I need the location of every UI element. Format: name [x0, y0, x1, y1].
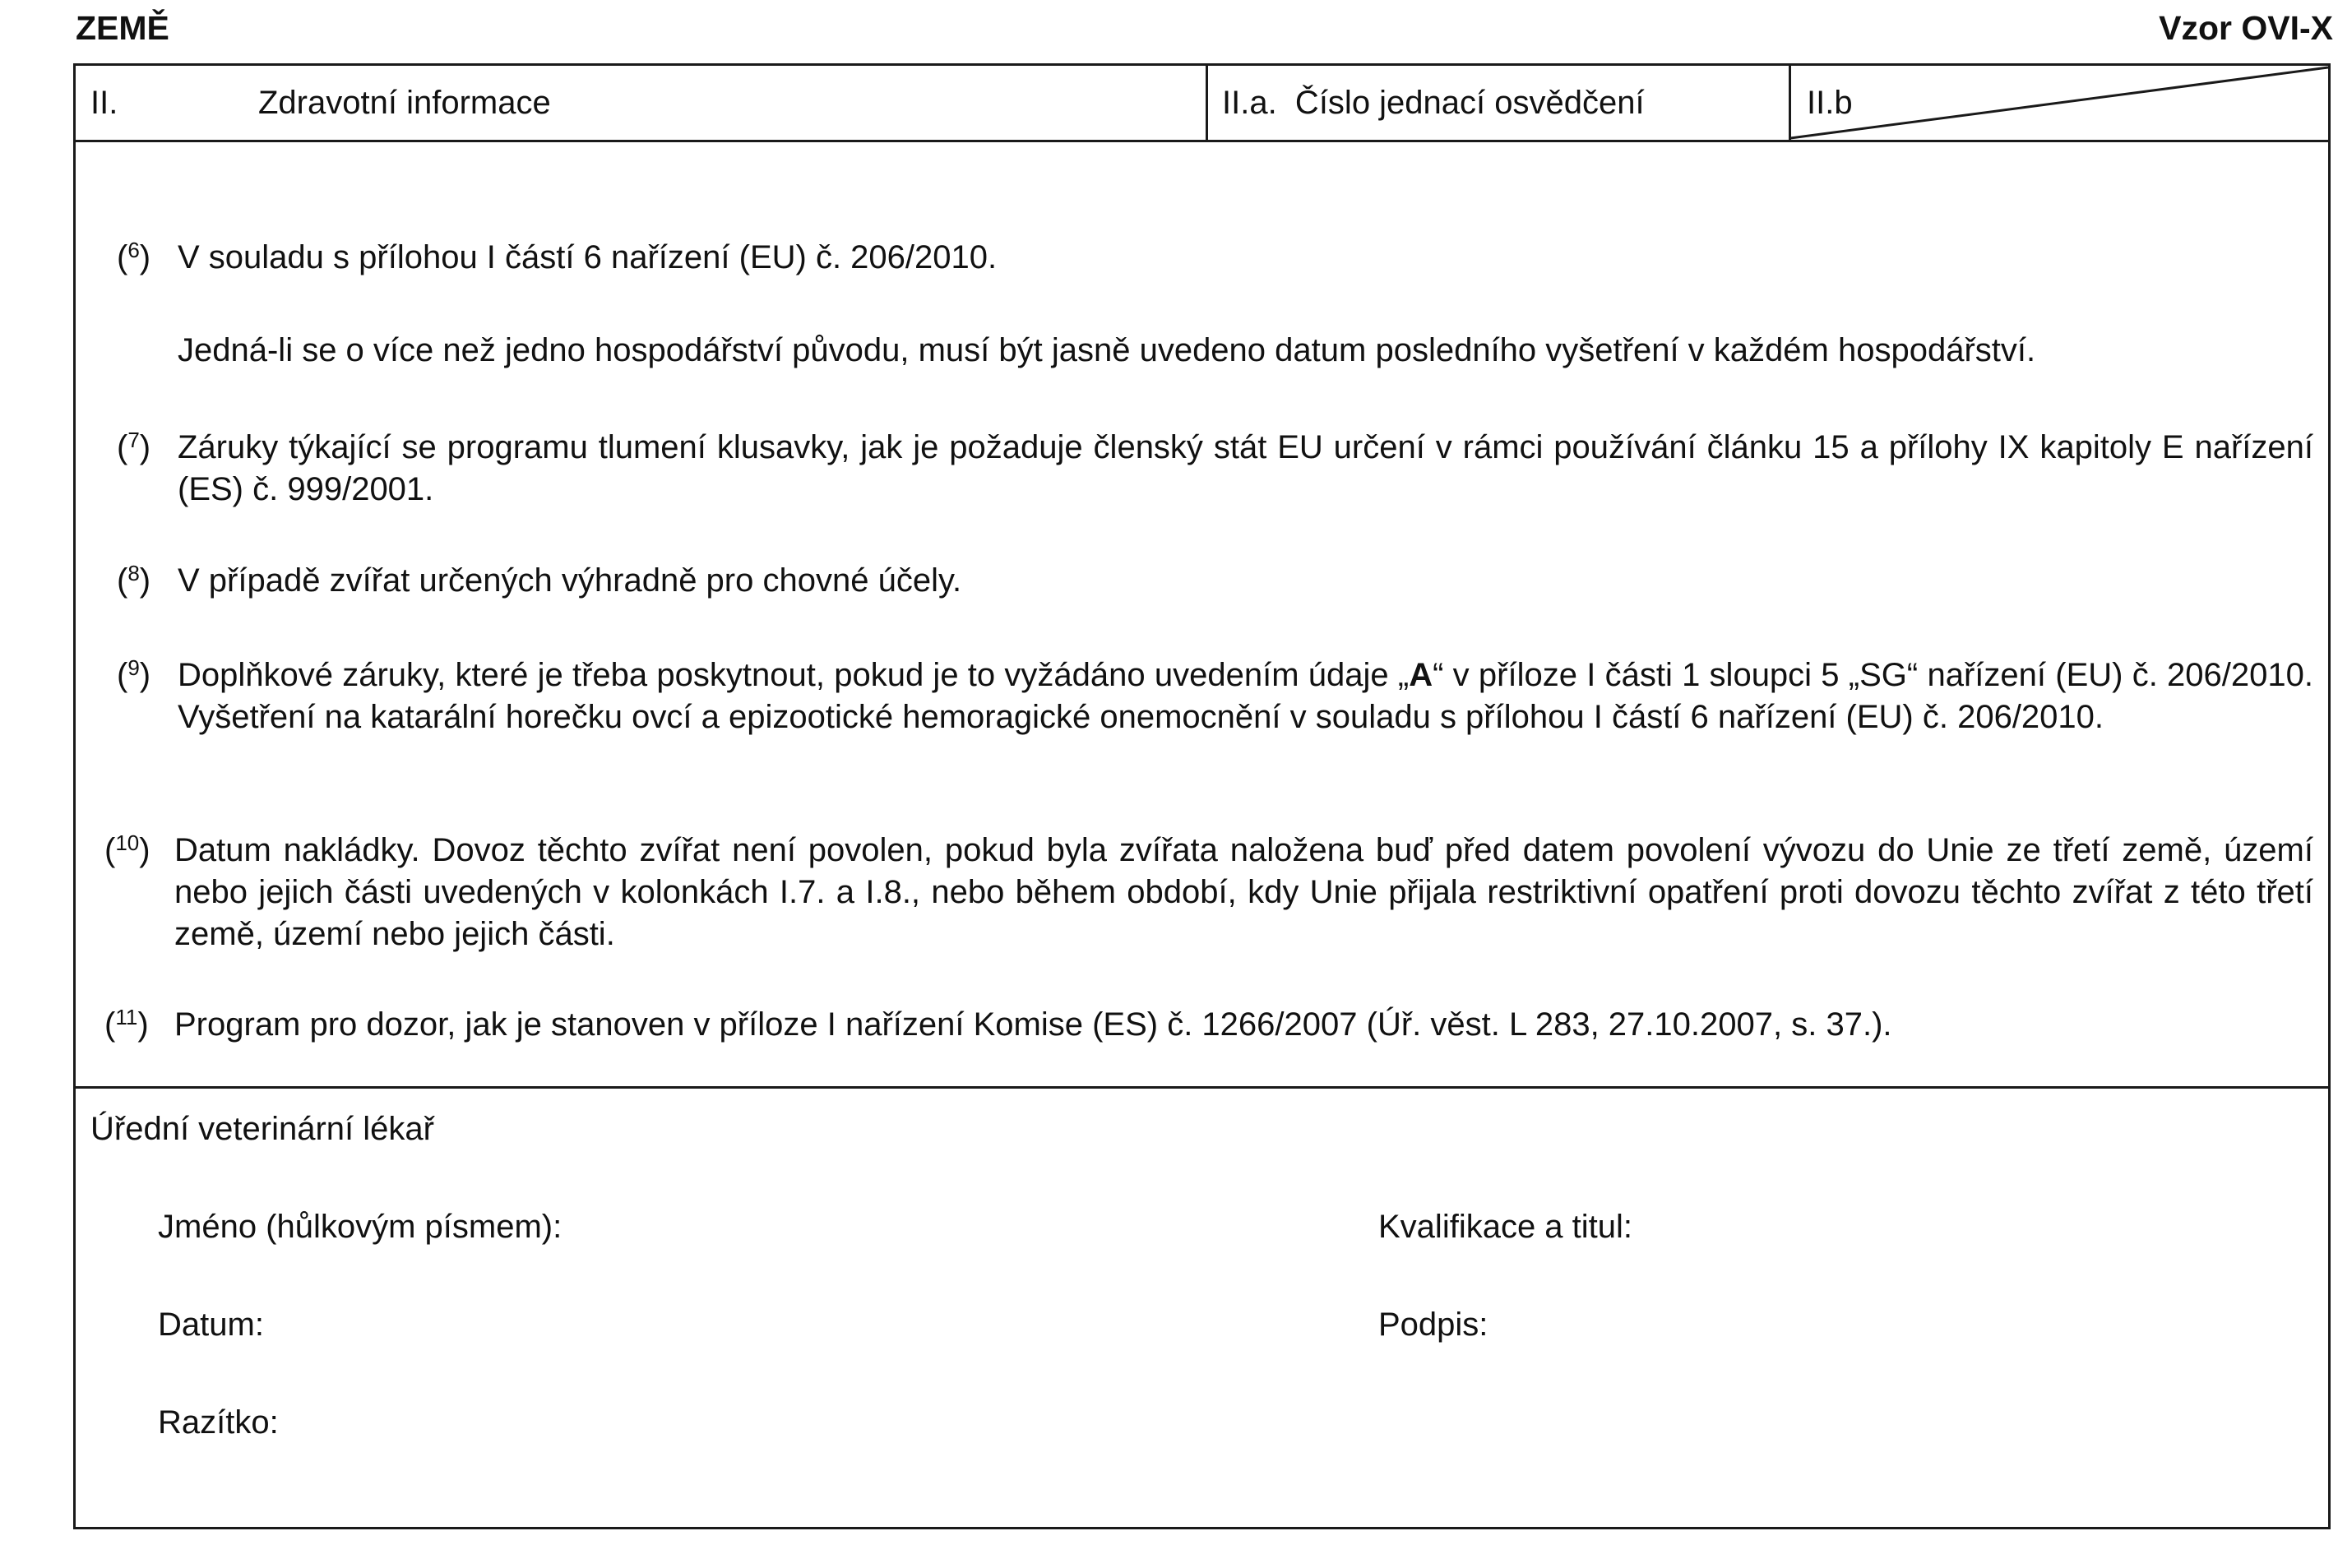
note-text: Program pro dozor, jak je stanoven v příloze I nařízení Komise (ES) č. 1266/2007 (Úř. věst. L 283, 27.10.2007, s. 37.).: [174, 1006, 1892, 1043]
model-label: Vzor OVI-X: [2159, 9, 2333, 47]
header-divider: [1206, 66, 1208, 140]
sub-label: II.b: [1807, 85, 1853, 121]
bold-marker: A: [1409, 657, 1433, 693]
note-text: Doplňkové záruky, které je třeba poskytnout, pokud je to vyžádáno uvedením údaje „A“ v příloze I části 1 sloupci 5 „SG“ nařízení (EU) č. 206/2010. Vyšetření na katarální horečku ovcí a epizootické hemoragické onemocnění v souladu s přílohou I částí 6 nařízení (EU) č. 206/2010.: [178, 657, 2313, 735]
section-number: II.: [90, 85, 118, 121]
notes-section: [76, 142, 2328, 1089]
table-header-row: [76, 66, 2328, 142]
note-number: ($^9$): [117, 655, 151, 693]
note-number: ($^7$): [117, 428, 151, 465]
stamp-label: Razítko:: [158, 1404, 279, 1441]
country-label: ZEMĚ: [76, 9, 169, 47]
note-number: ($^{10}$): [104, 830, 150, 868]
note-number: ($^6$): [117, 238, 151, 275]
note-number: ($^8$): [117, 561, 151, 599]
section-title: Zdravotní informace: [258, 85, 551, 121]
note-text: V případě zvířat určených výhradně pro chovné účely.: [178, 562, 962, 599]
name-label: Jméno (hůlkovým písmem):: [158, 1209, 563, 1245]
veterinarian-title: Úřední veterinární lékař: [90, 1111, 434, 1147]
signature-section: [76, 1089, 2328, 1527]
note-text: Záruky týkající se programu tlumení klusavky, jak je požaduje členský stát EU určení v rámci používání článku 15 a přílohy IX kapitoly E nařízení (ES) č. 999/2001.: [178, 429, 2313, 507]
date-label: Datum:: [158, 1307, 264, 1343]
note-number: ($^{11}$): [104, 1005, 149, 1043]
diagonal-line: [1790, 67, 2328, 138]
note-text: V souladu s přílohou I částí 6 nařízení (EU) č. 206/2010.: [178, 239, 998, 275]
certificate-frame: [73, 63, 2331, 1529]
note-text: Datum nakládky. Dovoz těchto zvířat není povolen, pokud byla zvířata naložena buď před datem povolení vývozu do Unie ze třetí země, území nebo jejich části uvedených v kolonkách I.7. a I.8., nebo během období, kdy Unie přijala restriktivní opatření proti dovozu těchto zvířat z této třetí země, území nebo jejich části.: [174, 832, 2313, 952]
note-text: Jedná-li se o více než jedno hospodářství původu, musí být jasně uvedeno datum posledního vyšetření v každém hospodářství.: [178, 332, 2036, 368]
signature-label: Podpis:: [1378, 1307, 1488, 1343]
qualification-label: Kvalifikace a titul:: [1378, 1209, 1633, 1245]
header-diagonal: [1790, 66, 2328, 140]
reference-number-label: II.a. Číslo jednací osvědčení: [1222, 85, 1645, 121]
